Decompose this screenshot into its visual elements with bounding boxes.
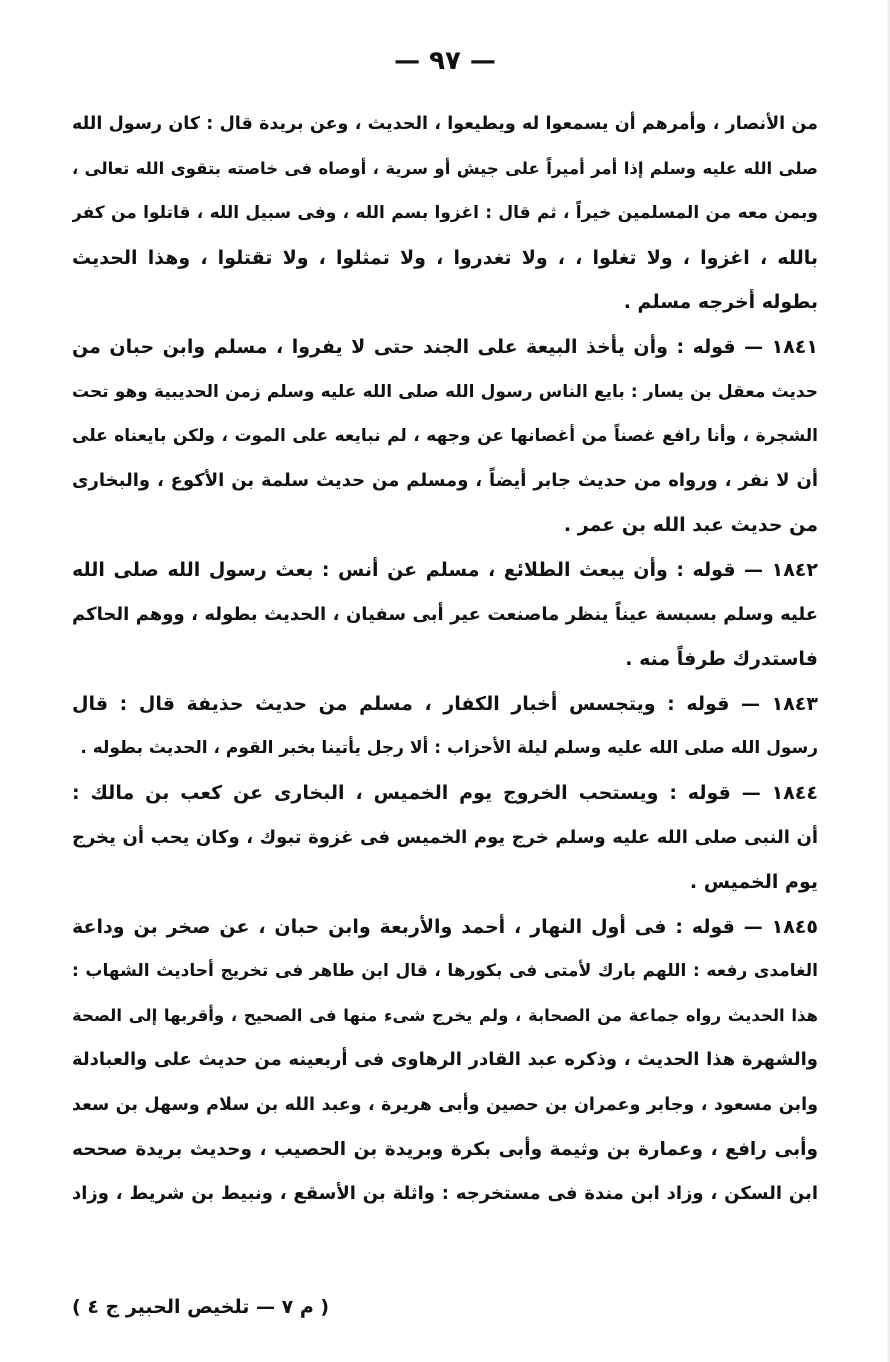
text-line: الشجرة ، وأنا رافع غصناً من أغصانها عن وجهه ، لم نبايعه على الموت ، ولكن بايعناه على (72, 426, 818, 447)
text-line: الغامدى رفعه : اللهم بارك لأمتى فى بكورها ، قال ابن طاهر فى تخريج أحاديث الشهاب : (72, 961, 818, 982)
text-line: ١٨٤٢ — قوله : وأن يبعث الطلائع ، مسلم عن أنس : بعث رسول الله صلى الله (72, 558, 818, 581)
text-line: ١٨٤٣ — قوله : ويتجسس أخبار الكفار ، مسلم من حديث حذيفة قال : قال (72, 692, 818, 715)
text-line: بالله ، اغزوا ، ولا تغلوا ، ، ولا تغدروا ، ولا تمثلوا ، ولا تقتلوا ، وهذا الحديث (72, 246, 818, 269)
text-line: من الأنصار ، وأمرهم أن يسمعوا له ويطيعوا ، الحديث ، وعن بريدة قال : كان رسول الله (72, 114, 818, 134)
text-line: ١٨٤٥ — قوله : فى أول النهار ، أحمد والأربعة وابن حبان ، عن صخر بن وداعة (72, 915, 818, 938)
text-line: عليه وسلم بسبسة عيناً ينظر ماصنعت عير أبى سفيان ، الحديث بطوله ، ووهم الحاكم (72, 603, 818, 625)
page-footer-signature: ( م ٧ — تلخيص الحبير ج ٤ ) (72, 1296, 330, 1318)
text-line: وبمن معه من المسلمين خيراً ، ثم قال : اغزوا بسم الله ، وفى سبيل الله ، قاتلوا من كفر (72, 203, 818, 224)
text-line: ١٨٤٤ — قوله : ويستحب الخروج يوم الخميس ، البخارى عن كعب بن مالك : (72, 781, 818, 804)
text-line: من حديث عبد الله بن عمر . (563, 514, 818, 537)
page-number: — ٩٧ — (394, 46, 496, 76)
text-line: رسول الله صلى الله عليه وسلم ليلة الأحزاب : ألا رجل يأتينا بخبر القوم ، الحديث بطوله . (80, 738, 818, 759)
text-line: يوم الخميس . (689, 871, 818, 894)
text-line: هذا الحديث رواه جماعة من الصحابة ، ولم يخرج شىء منها فى الصحيح ، وأقربها إلى الصحة (72, 1005, 818, 1025)
text-line: وابن مسعود ، وجابر وعمران بن حصين وأبى هريرة ، وعبد الله بن سلام وسهل بن سعد (72, 1095, 818, 1116)
text-line: ابن السكن ، وزاد ابن مندة فى مستخرجه : واثلة بن الأسقع ، ونبيط بن شريط ، وزاد (72, 1183, 818, 1205)
body-text (72, 102, 818, 1217)
text-line: ١٨٤١ — قوله : وأن يأخذ البيعة على الجند حتى لا يفروا ، مسلم وابن حبان من (72, 335, 818, 358)
text-line: صلى الله عليه وسلم إذا أمر أميراً على جيش أو سرية ، أوصاه فى خاصته بتقوى الله تعالى ، (72, 158, 818, 178)
text-line: أن النبى صلى الله عليه وسلم خرج يوم الخميس فى غزوة تبوك ، وكان يحب أن يخرج (72, 826, 818, 848)
text-line: أن لا نفر ، ورواه من حديث جابر أيضاً ، ومسلم من حديث سلمة بن الأكوع ، والبخارى (72, 469, 818, 491)
text-line: فاستدرك طرفاً منه . (625, 648, 818, 671)
page-edge-shadow (886, 0, 890, 1362)
text-line: والشهرة هذا الحديث ، وذكره عبد القادر الرهاوى فى أربعينه من حديث على والعبادلة (72, 1049, 818, 1071)
text-line: وأبى رافع ، وعمارة بن وثيمة وأبى بكرة وبريدة بن الحصيب ، وحديث بريدة صححه (72, 1138, 818, 1160)
text-line: بطوله أخرجه مسلم . (623, 291, 818, 314)
text-line: حديث معقل بن يسار : بايع الناس رسول الله صلى الله عليه وسلم زمن الحديبية وهو تحت (72, 381, 818, 402)
